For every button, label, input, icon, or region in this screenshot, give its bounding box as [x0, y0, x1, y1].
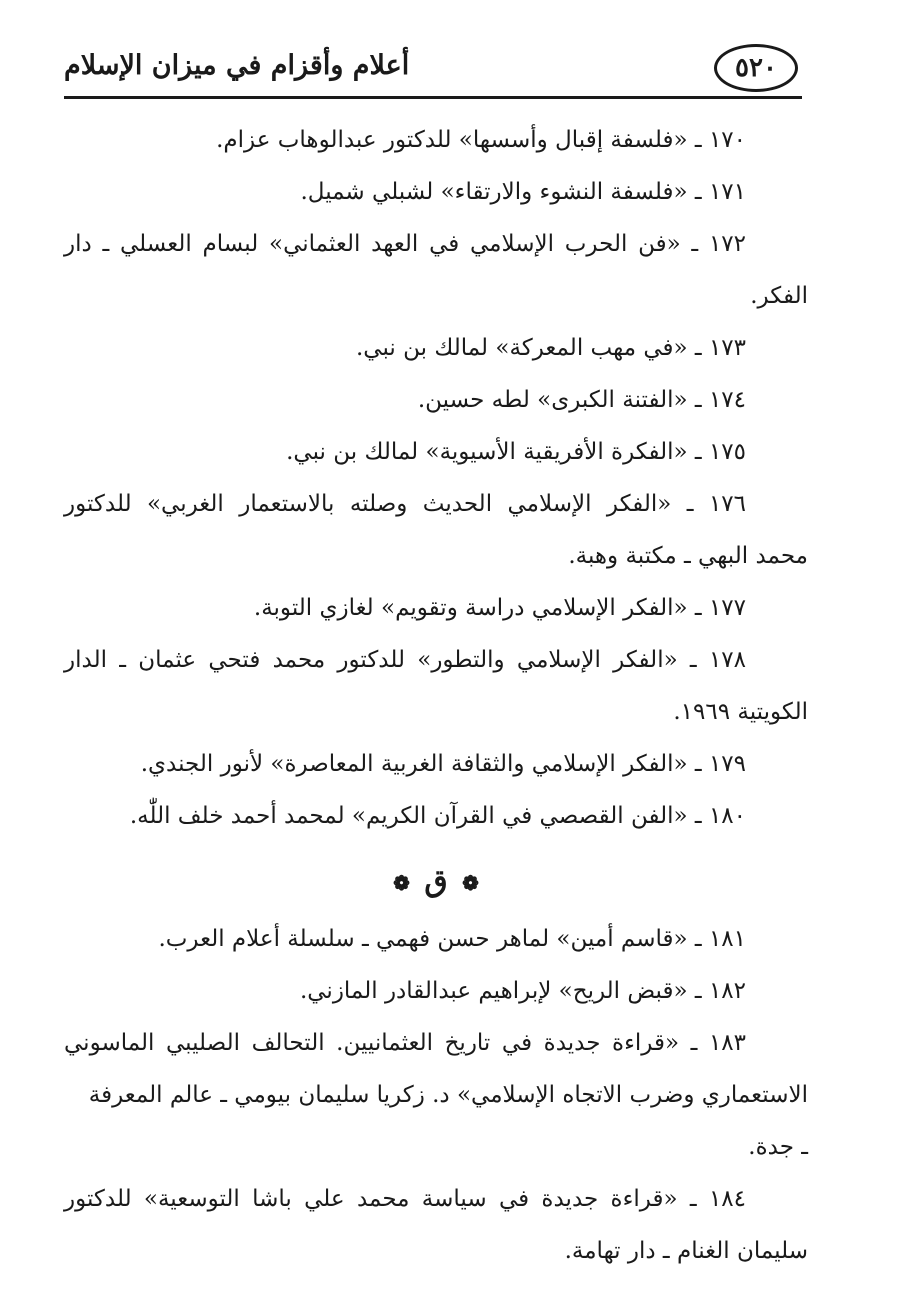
- entry-text: ١٧٠ ـ «فلسفة إقبال وأسسها» للدكتور عبدالوهاب عزام.: [216, 127, 746, 153]
- entry-text: ١٧٥ ـ «الفكرة الأفريقية الأسيوية» لمالك بن نبي.: [286, 439, 746, 465]
- entry-continuation: سليمان الغنام ـ دار تهامة.: [564, 1238, 808, 1264]
- bibliography-entry: [64, 790, 808, 842]
- bibliography-entry: [64, 965, 808, 1017]
- section-letter: ق: [424, 864, 448, 899]
- ornament-left-icon: ❁: [393, 871, 410, 895]
- entry-text: ١٧٧ ـ «الفكر الإسلامي دراسة وتقويم» لغازي التوبة.: [253, 595, 746, 621]
- ornament-right-icon: ❁: [462, 871, 479, 895]
- bibliography-list-fa: [64, 114, 808, 842]
- entry-text: ١٧٨ ـ «الفكر الإسلامي والتطور» للدكتور محمد فتحي عثمان ـ الدار: [64, 647, 746, 673]
- entry-text: ١٧٩ ـ «الفكر الإسلامي والثقافة الغربية المعاصرة» لأنور الجندي.: [140, 751, 746, 777]
- bibliography-entry: [64, 634, 808, 738]
- bibliography-entry: [64, 322, 808, 374]
- entry-text: ١٨٢ ـ «قبض الريح» لإبراهيم عبدالقادر المازني.: [299, 978, 746, 1004]
- entry-text: ١٧٦ ـ «الفكر الإسلامي الحديث وصلته بالاستعمار الغربي» للدكتور: [64, 491, 746, 517]
- entry-text: ١٨٤ ـ «قراءة جديدة في سياسة محمد علي باشا التوسعية» للدكتور: [64, 1186, 746, 1212]
- page-header: [64, 40, 802, 108]
- entry-text: ١٧١ ـ «فلسفة النشوء والارتقاء» لشبلي شميل.: [300, 179, 746, 205]
- bibliography-entry: [64, 738, 808, 790]
- section-heading-qaf: [64, 860, 808, 905]
- bibliography-entry: [64, 478, 808, 582]
- entry-text: ١٧٢ ـ «فن الحرب الإسلامي في العهد العثماني» لبسام العسلي ـ دار: [64, 231, 746, 257]
- entry-text: ١٨٣ ـ «قراءة جديدة في تاريخ العثمانيين. التحالف الصليبي الماسوني: [64, 1030, 746, 1056]
- bibliography-list-qaf: [64, 913, 808, 1277]
- bibliography-entry: [64, 114, 808, 166]
- entry-continuation: الفكر.: [750, 283, 808, 309]
- entry-text: ١٧٣ ـ «في مهب المعركة» لمالك بن نبي.: [356, 335, 746, 361]
- page-number: ٥٢٠: [735, 53, 777, 83]
- bibliography-entry: [64, 218, 808, 322]
- entry-continuation: محمد البهي ـ مكتبة وهبة.: [568, 543, 808, 569]
- entry-text: ١٨١ ـ «قاسم أمين» لماهر حسن فهمي ـ سلسلة أعلام العرب.: [158, 926, 746, 952]
- header-rule: [64, 96, 802, 99]
- bibliography-entry: [64, 582, 808, 634]
- bibliography-entry: [64, 913, 808, 965]
- page-body: [64, 114, 808, 1277]
- entry-continuation: ـ جدة.: [748, 1134, 808, 1160]
- page-number-badge: [714, 44, 798, 92]
- bibliography-entry: [64, 1173, 808, 1277]
- entry-continuation: الاستعماري وضرب الاتجاه الإسلامي» د. زكريا سليمان بيومي ـ عالم المعرفة: [88, 1082, 808, 1108]
- bibliography-entry: [64, 374, 808, 426]
- entry-text: ١٧٤ ـ «الفتنة الكبرى» لطه حسين.: [417, 387, 746, 413]
- bibliography-entry: [64, 426, 808, 478]
- running-title: أعلام وأقزام في ميزان الإسلام: [64, 50, 410, 81]
- entry-continuation: الكويتية ١٩٦٩.: [673, 699, 808, 725]
- bibliography-entry: [64, 1017, 808, 1173]
- entry-text: ١٨٠ ـ «الفن القصصي في القرآن الكريم» لمحمد أحمد خلف اللّٰه.: [129, 803, 746, 829]
- bibliography-entry: [64, 166, 808, 218]
